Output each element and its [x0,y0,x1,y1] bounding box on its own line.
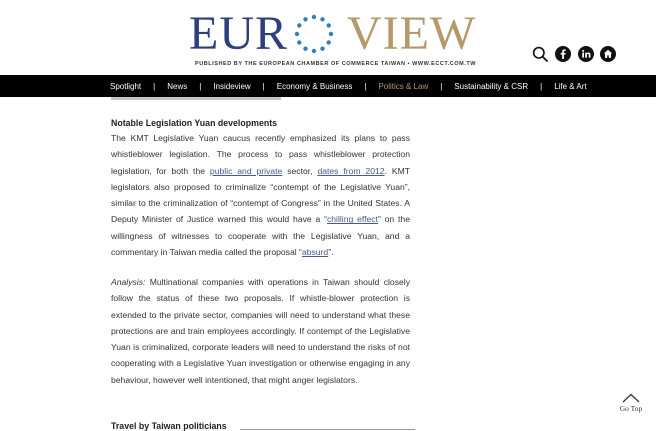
go-top-button[interactable] [616,393,646,423]
eu-stars-icon [293,13,335,55]
article-paragraph-1 [111,130,410,260]
home-icon[interactable] [600,46,616,62]
cut-off-text-line [111,97,281,101]
euroview-logo[interactable] [189,7,477,70]
nav-item-politics-law[interactable]: Politics & Law [378,81,429,91]
nav-item-life-art[interactable]: Life & Art [554,81,587,91]
section-heading: Notable Legislation Yuan developments [111,118,278,128]
go-top-label: Go Top [619,404,643,413]
nav-item-news[interactable]: News [167,81,188,91]
main-nav [0,75,656,97]
nav-item-economy-business[interactable]: Economy & Business [276,81,353,91]
analysis-text: Multinational companies with operations in Taiwan should closely follow the status of these two proposals. If whistle-blower protection is extended to the private sector, companies will need to understand what these protections are and train employees accordingly. If contempt of the Legislative Yuan is criminalized, corporate leaders will need to understand the risks of not cooperating with a Legislative Yuan investigation or otherwise engaging in any behaviour, however well intentioned, that might anger legislators. [111,277,410,385]
nav-item-insideview[interactable]: Insideview [213,81,251,91]
search-icon[interactable] [532,46,548,62]
analysis-label: Analysis: [111,277,146,287]
article-paragraph-2 [111,274,410,388]
para1-text-5: ”. [328,247,334,258]
nav-separator: | [153,81,156,91]
chevron-up-icon [622,393,640,403]
dates-from-2012-link[interactable]: dates from 2012 [317,165,385,176]
nav-separator: | [364,81,367,91]
nav-item-spotlight[interactable]: Spotlight [110,81,142,91]
para1-text-3: . KMT legislators also proposed to criminalize “contempt of the Legislative Yuan”, similar to the criminalization of “contempt of Congress” in the United States. A Deputy Minister of Justice warned this would have a “ [111,165,411,225]
site-header [0,0,656,74]
para1-text-4: ” on the willingness of witnesses to cooperate with the Legislative Yuan, and a commentary in Taiwan media called the proposal “ [111,214,410,258]
nav-list [110,75,587,97]
nav-separator: | [199,81,202,91]
nav-item-sustainability-csr[interactable]: Sustainability & CSR [454,81,529,91]
logo-subtitle: PUBLISHED BY THE EUROPEAN CHAMBER OF COMMERCE TAIWAN • WWW.ECCT.COM.TW [195,61,476,67]
facebook-icon[interactable] [555,46,571,62]
nav-separator: | [262,81,265,91]
nav-separator: | [540,81,543,91]
nav-separator: | [440,81,443,91]
linkedin-icon[interactable] [578,46,594,62]
para1-text-2: sector, [282,165,318,176]
heading-rule [240,429,415,430]
para1-text-1: The KMT Legislative Yuan caucus recently emphasized its plans to pass whistleblower legislation. The process to pass whistleblower protection legislation, for both the [111,133,410,176]
logo-view-text: VIEW [347,7,477,60]
public-and-private-link[interactable]: public and private [209,165,283,176]
next-section-heading: Travel by Taiwan politicians [111,421,227,431]
chilling-effect-link[interactable]: chilling effect [326,214,378,225]
logo-euro-text: EUR [189,7,288,60]
absurd-link[interactable]: absurd [301,247,329,258]
